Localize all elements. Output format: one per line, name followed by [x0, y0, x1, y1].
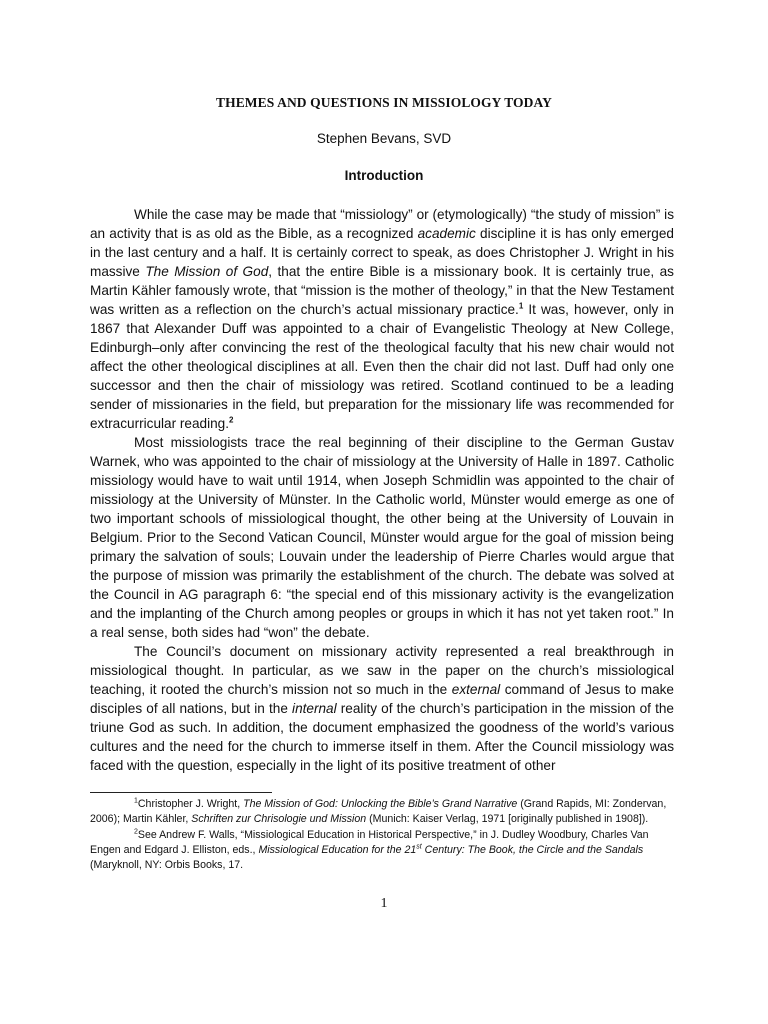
text-run: (Grand Rapids, MI: Zondervan, 2006); Martin Kähler,: [90, 798, 667, 826]
page-number: 1: [380, 896, 388, 911]
paragraph-2: Most missiologists trace the real beginning of their discipline to the German Gustav Warnek, who was appointed to the chair of missiology at the University of Halle in 1897. Catholic missiology would have to wait until 1914, when Joseph Schmidlin was appointed to the chair of missiology at the University of Münster. In the Catholic world, Münster would emerge as one of two important schools of missiological thought, the other being at the University of Louvain in Belgium. Prior to the Second Vatican Council, Münster would argue for the goal of mission being primary the salvation of souls; Louvain under the leadership of Pierre Charles would argue that the purpose of mission was primarily the establishment of the church. The debate was solved at the Council in AG paragraph 6: “the special end of this missionary activity is the evangelization and the implanting of the Church among peoples or groups in which it has not yet taken root.” In a real sense, both sides had “won” the debate.: [90, 435, 674, 640]
emphasis: academic: [417, 226, 476, 241]
book-title: The Mission of God: [145, 264, 269, 279]
document-title: THEMES AND QUESTIONS IN MISSIOLOGY TODAY: [216, 95, 552, 110]
text-run: reality of the church’s participation in the mission of the triune God as such. In addition, the document emphasized the goodness of the world’s various cultures and the need for the church to immerse itself in them. After the Council missiology was faced with the question, especially in the light of its positive treatment of other: [90, 701, 674, 773]
footnote-marker: 1: [134, 797, 138, 805]
footnote-marker: 2: [134, 828, 138, 836]
author-line: Stephen Bevans, SVD: [316, 131, 452, 146]
book-title: Century: The Book, the Circle and the Sandals: [421, 843, 644, 856]
text-run: While the case may be made that “missiology” or (etymologically) “the study of mission” is an activity that is as old as the Bible, as a recognized: [90, 207, 674, 241]
emphasis: internal: [292, 701, 337, 716]
footnote-1: [90, 797, 674, 828]
text-run: The Council’s document on missionary activity represented a real breakthrough in missiological thought. In particular, as we saw in the paper on the church’s missiological teaching, it rooted the church’s mission not so much in the: [90, 644, 674, 697]
emphasis: external: [451, 682, 501, 697]
footnote-2: [90, 828, 674, 874]
book-title: Schriften zur Chrisologie und Mission: [191, 813, 367, 826]
text-run: (Munich: Kaiser Verlag, 1971 [originally published in 1908]).: [366, 813, 649, 826]
book-title: The Mission of God: Unlocking the Bible’s Grand Narrative: [243, 798, 518, 810]
book-title: Missiological Education for the 21: [258, 843, 417, 856]
footnote-ref-1: 1: [518, 301, 524, 311]
body-text: [90, 205, 674, 775]
footnote-separator: [90, 792, 272, 793]
text-run: command of Jesus to make disciples of all nations, but in the: [90, 682, 674, 716]
text-run: It was, however, only in 1867 that Alexander Duff was appointed to a chair of Evangelistic Theology at New College, Edinburgh–only after convincing the rest of the theological faculty that his new chair would not affect the other theological disciplines at all. Even then the chair did not last. Duff had only one successor and then the chair of missiology was retired. Scotland continued to be a leading sender of missionaries in the field, but preparation for the missionary life was recommended for extracurricular reading.: [90, 302, 674, 431]
paragraph-3: [90, 642, 674, 775]
text-run: discipline it is has only emerged in the last century and a half. It is certainly correct to speak, as does Christopher J. Wright in his massive: [90, 226, 674, 279]
text-run: See Andrew F. Walls, “Missiological Education in Historical Perspective,” in J. Dudley Woodbury, Charles Van Engen and Edgard J. Elliston, eds.,: [90, 828, 649, 856]
footnote-ref-2: 2: [229, 415, 234, 425]
footnotes: [90, 797, 674, 873]
ordinal-suffix: st: [416, 843, 422, 851]
text-run: , that the entire Bible is a missionary book. It is certainly true, as Martin Kähler famously wrote, that “mission is the mother of theology,” in that the New Testament was written as a reflection on the church’s actual missionary practice.: [90, 264, 674, 317]
text-run: (Maryknoll, NY: Orbis Books, 17.: [90, 859, 244, 872]
text-run: Christopher J. Wright,: [137, 798, 244, 810]
section-heading: Introduction: [344, 168, 424, 183]
paragraph-1: [90, 205, 674, 433]
